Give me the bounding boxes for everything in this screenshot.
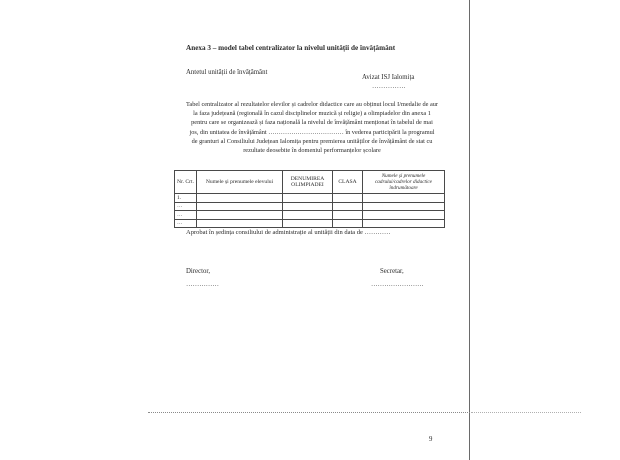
row-number: … xyxy=(175,219,197,228)
intro-paragraph: Tabel centralizator al rezultatelor elevilor și cadrelor didactice care au obținut locul I/medalie de aur la faza județeană (regională în cazul disciplinelor muzică și religie) a olimpiadelor din anexa 1 pentru care se organizează și faza națională la nivelul de învățământ menționat în tabelul de mai jos, din unitatea de învățământ ……………………………… în vederea participării la programul de granturi al Consiliului Județean Ialomița pentru premierea unităților de învățământ de stat cu rezultate deosebite în domeniul performanțelor școlare xyxy=(186,101,439,155)
row-number: 1. xyxy=(175,194,197,203)
cell-student-name xyxy=(197,211,283,220)
page-edge xyxy=(469,0,470,460)
footer-divider xyxy=(148,412,470,413)
row-number: … xyxy=(175,211,197,220)
table-row xyxy=(175,211,445,220)
cell-student-name xyxy=(197,219,283,228)
header-teacher: Numele și prenumele cadrului/cadrelor didactice îndrumătoare xyxy=(363,171,445,194)
cell-class xyxy=(333,211,363,220)
page-number: 9 xyxy=(429,436,433,443)
cell-teacher xyxy=(363,202,445,211)
approval-statement: Aprobat în ședința consiliului de administrație al unității din data de ………… xyxy=(186,229,391,236)
cell-olympiad xyxy=(283,211,333,220)
cell-teacher xyxy=(363,211,445,220)
secretary-signature-line: …………………… xyxy=(371,281,424,288)
table-row xyxy=(175,194,445,203)
aviz-label: Avizat ISJ Ialomița xyxy=(362,74,415,81)
cell-student-name xyxy=(197,194,283,203)
footer-divider-extension xyxy=(471,412,581,413)
row-number: … xyxy=(175,202,197,211)
cell-class xyxy=(333,202,363,211)
cell-student-name xyxy=(197,202,283,211)
cell-class xyxy=(333,194,363,203)
header-class: CLASA xyxy=(333,171,363,194)
cell-teacher xyxy=(363,194,445,203)
secretary-label: Secretar, xyxy=(380,268,404,275)
header-student-name: Numele și prenumele elevului xyxy=(197,171,283,194)
header-olympiad: DENUMIREA OLIMPIADEI xyxy=(283,171,333,194)
aviz-signature-line: …………… xyxy=(372,83,406,90)
table-row xyxy=(175,202,445,211)
table-header-row xyxy=(175,171,445,194)
header-nr-crt: Nr. Crt. xyxy=(175,171,197,194)
cell-class xyxy=(333,219,363,228)
cell-teacher xyxy=(363,219,445,228)
centralizer-table xyxy=(174,170,445,228)
document-title: Anexa 3 – model tabel centralizator la nivelul unității de învățământ xyxy=(186,44,396,52)
cell-olympiad xyxy=(283,194,333,203)
cell-olympiad xyxy=(283,219,333,228)
unit-header: Antetul unității de învățământ xyxy=(186,69,268,76)
cell-olympiad xyxy=(283,202,333,211)
table-row xyxy=(175,219,445,228)
director-signature-line: …………… xyxy=(186,281,219,288)
director-label: Director, xyxy=(186,268,211,275)
